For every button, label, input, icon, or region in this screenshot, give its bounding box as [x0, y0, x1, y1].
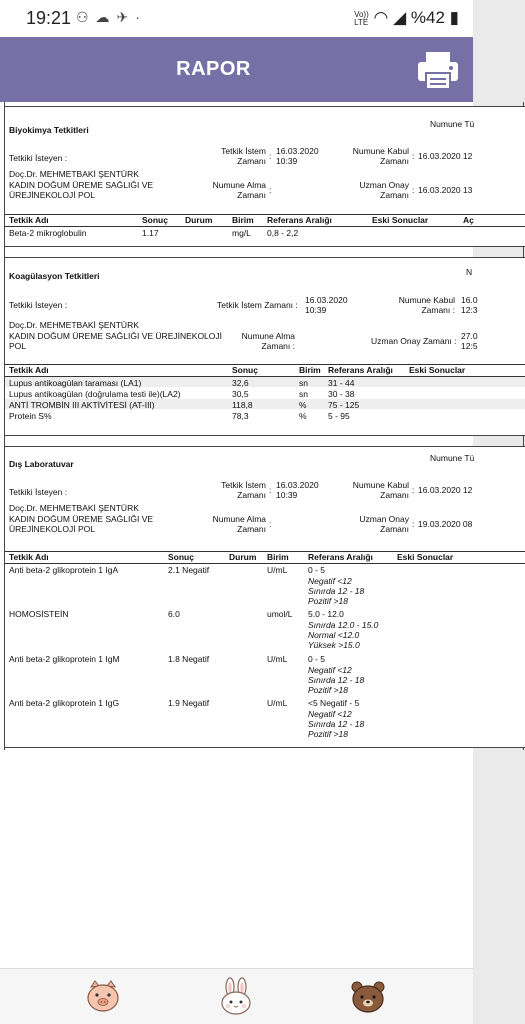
- colon: :: [412, 185, 415, 195]
- col-header-old: Eski Sonuclar: [397, 552, 454, 562]
- col-header-result: Sonuç: [168, 552, 194, 562]
- colon: :: [269, 185, 272, 195]
- printer-icon[interactable]: [416, 49, 460, 91]
- numune-kabul-label: Numune Kabul: [398, 295, 455, 305]
- ref-note: Sınırda 12 - 18: [308, 586, 365, 596]
- uzman-onay-value: 19.03.2020 08: [418, 519, 473, 529]
- ref-note: Negatif <12: [308, 665, 352, 675]
- notification-icons: ⚇☁✈·: [76, 9, 147, 25]
- table-row-unit: %: [299, 411, 307, 421]
- table-row-unit: U/mL: [267, 654, 288, 664]
- tetkik-istem-time: 10:39: [276, 490, 298, 500]
- numune-kabul-label: Numune Kabul: [352, 146, 409, 156]
- row-ref: 0,8 - 2,2: [267, 228, 299, 238]
- col-header-result: Sonuç: [232, 365, 258, 375]
- ref-note: Pozitif >18: [308, 685, 348, 695]
- table-row-result: 1.8 Negatif: [168, 654, 210, 664]
- uzman-onay-label-2: Zamanı: [380, 190, 409, 200]
- uzman-onay-label: Uzman Onay: [359, 514, 409, 524]
- biyokimya-card: [5, 106, 525, 247]
- doctor-name: Doç.Dr. MEHMETBAKİ ŞENTÜRK: [9, 169, 139, 179]
- numune-alma-label: Numune Alma: [212, 180, 266, 190]
- colon: :: [412, 519, 415, 529]
- uzman-onay-value-2: 12:5: [461, 341, 478, 351]
- uzman-onay-label-2: Zamanı: [380, 524, 409, 534]
- section-title: Dış Laboratuvar: [9, 459, 74, 469]
- table-row-result: 32,6: [232, 378, 249, 388]
- uzman-onay-value: 27.0: [461, 331, 478, 341]
- col-header-unit: Birim: [232, 215, 254, 225]
- table-row-ref: 75 - 125: [328, 400, 360, 410]
- table-row-unit: U/mL: [267, 565, 288, 575]
- table-row-name: Anti beta-2 glikoprotein 1 IgG: [9, 698, 120, 708]
- col-header-ref: Referans Aralığı: [308, 552, 373, 562]
- numune-kabul-value: 16.03.2020 12: [418, 151, 473, 161]
- table-row-name: Protein S%: [9, 411, 52, 421]
- ref-note: Yüksek >15.0: [308, 640, 360, 650]
- ref-note: Sınırda 12 - 18: [308, 719, 365, 729]
- tetkik-istem-label: Tetkik İstem: [221, 480, 266, 490]
- table-row-result: 1.9 Negatif: [168, 698, 210, 708]
- tetkik-istem-date: 16.03.2020: [276, 146, 319, 156]
- colon: :: [269, 485, 272, 495]
- numune-alma-label: Numune Alma: [241, 331, 295, 341]
- status-time: 19:21: [26, 8, 72, 28]
- col-header-status: Durum: [185, 215, 213, 225]
- dis-laboratuvar-card: [5, 446, 525, 748]
- isteyen-label: Tetkiki İsteyen :: [9, 487, 68, 497]
- table-row-unit: %: [299, 400, 307, 410]
- signal-icon: ◢: [393, 8, 407, 27]
- tetkik-istem-time: 10:39: [276, 156, 298, 166]
- tetkik-istem-label: Tetkik İstem Zamanı :: [217, 300, 298, 310]
- table-row-result: 118,8: [232, 400, 253, 410]
- department-line-2: ÜREJİNEKOLOJİ POL: [9, 524, 95, 534]
- col-header-name: Tetkik Adı: [9, 552, 49, 562]
- col-header-result: Sonuç: [142, 215, 168, 225]
- bear-face-icon[interactable]: [349, 978, 387, 1016]
- table-row-ref: 5 - 95: [328, 411, 350, 421]
- numune-tur-label: Numune Tü: [430, 453, 475, 463]
- numune-alma-label-2: Zamanı :: [261, 341, 295, 351]
- table-row-unit: U/mL: [267, 698, 288, 708]
- tetkik-istem-label: Tetkik İstem: [221, 146, 266, 156]
- col-header-ref: Referans Aralığı: [328, 365, 393, 375]
- section-title: Biyokimya Tetkitleri: [9, 125, 89, 135]
- row-unit: mg/L: [232, 228, 251, 238]
- col-header-name: Tetkik Adı: [9, 365, 49, 375]
- battery-level: %42: [410, 8, 445, 27]
- numune-kabul-value-2: 12:3: [461, 305, 478, 315]
- table-row-unit: umol/L: [267, 609, 293, 619]
- table-row-result: 6.0: [168, 609, 180, 619]
- numune-tur-label: N: [466, 267, 473, 277]
- department-line-2: ÜREJİNEKOLOJİ POL: [9, 190, 95, 200]
- table-row-name: Lupus antikoagülan taraması (LA1): [9, 378, 142, 388]
- ref-note: Negatif <12: [308, 576, 352, 586]
- divider: [5, 563, 525, 564]
- col-header-extra: Aç: [463, 215, 474, 225]
- col-header-old: Eski Sonuclar: [372, 215, 429, 225]
- app-bar: [0, 37, 473, 102]
- numune-alma-label-2: Zamanı: [237, 190, 266, 200]
- doctor-name: Doç.Dr. MEHMETBAKİ ŞENTÜRK: [9, 320, 139, 330]
- bunny-face-icon[interactable]: [217, 978, 255, 1016]
- numune-alma-label: Numune Alma: [212, 514, 266, 524]
- department-line-1: KADIN DOĞUM ÜREME SAĞLIĞI VE: [9, 514, 154, 524]
- table-row-result: 2.1 Negatif: [168, 565, 210, 575]
- table-row-result: 30,5: [232, 389, 249, 399]
- col-header-unit: Birim: [299, 365, 321, 375]
- table-row-unit: sn: [299, 389, 308, 399]
- table-row-name: ANTİ TROMBİN III AKTİVİTESİ (AT-III): [9, 400, 155, 410]
- page-title: RAPOR: [176, 58, 251, 80]
- colon: :: [269, 519, 272, 529]
- ref-note: Negatif <12: [308, 709, 352, 719]
- numune-kabul-value: 16.03.2020 12: [418, 485, 473, 495]
- department-line-1: KADIN DOĞUM ÜREME SAĞLIĞI VE ÜREJİNEKOLOJİ: [9, 331, 223, 341]
- row-name: Beta-2 mikroglobulin: [9, 228, 87, 238]
- numune-kabul-label-2: Zamanı: [380, 156, 409, 166]
- row-result: 1.17: [142, 228, 159, 238]
- uzman-onay-value: 16.03.2020 13: [418, 185, 473, 195]
- col-header-old: Eski Sonuclar: [409, 365, 466, 375]
- numune-tur-label: Numune Tü: [430, 119, 475, 129]
- col-header-status: Durum: [229, 552, 257, 562]
- table-row-name: Lupus antikoagülan (doğrulama testi ile)(LA2): [9, 389, 181, 399]
- divider: [5, 214, 525, 215]
- tetkik-istem-label-2: Zamanı: [237, 156, 266, 166]
- bottom-nav: [0, 968, 473, 1024]
- numune-kabul-label-2: Zamanı :: [421, 305, 455, 315]
- pig-face-icon[interactable]: [84, 978, 122, 1016]
- section-title: Koagülasyon Tetkitleri: [9, 271, 100, 281]
- department-line-1: KADIN DOĞUM ÜREME SAĞLIĞI VE: [9, 180, 154, 190]
- department-line-2: POL: [9, 341, 27, 351]
- table-row-name: Anti beta-2 glikoprotein 1 IgM: [9, 654, 120, 664]
- lte-indicator: Vo)) LTE: [354, 9, 369, 27]
- status-right: [354, 8, 459, 28]
- table-row-unit: sn: [299, 378, 308, 388]
- tetkik-istem-time: 10:39: [305, 305, 327, 315]
- doctor-name: Doç.Dr. MEHMETBAKİ ŞENTÜRK: [9, 503, 139, 513]
- ref-note: Pozitif >18: [308, 729, 348, 739]
- report-content[interactable]: [0, 102, 478, 968]
- ref-note: Sınırda 12.0 - 15.0: [308, 620, 379, 630]
- battery-icon: ▮: [449, 8, 459, 27]
- numune-alma-label-2: Zamanı: [237, 524, 266, 534]
- wifi-icon: ◠: [373, 8, 389, 27]
- report-paper: [4, 102, 524, 750]
- tetkik-istem-date: 16.03.2020: [305, 295, 348, 305]
- ref-note: Pozitif >18: [308, 596, 348, 606]
- colon: :: [412, 151, 415, 161]
- col-header-ref: Referans Aralığı: [267, 215, 332, 225]
- ref-note: Normal <12.0: [308, 630, 360, 640]
- table-row-name: Anti beta-2 glikoprotein 1 IgA: [9, 565, 119, 575]
- table-row-ref: <5 Negatif - 5: [308, 698, 360, 708]
- koagulasyon-card: [5, 257, 525, 436]
- divider: [5, 226, 525, 227]
- numune-kabul-value: 16.0: [461, 295, 478, 305]
- table-row-ref: 31 - 44: [328, 378, 355, 388]
- numune-kabul-label: Numune Kabul: [352, 480, 409, 490]
- status-bar: [0, 0, 473, 37]
- colon: :: [269, 151, 272, 161]
- table-row-ref: 5.0 - 12.0: [308, 609, 344, 619]
- table-row-ref: 30 - 38: [328, 389, 355, 399]
- isteyen-label: Tetkiki İsteyen :: [9, 153, 68, 163]
- col-header-name: Tetkik Adı: [9, 215, 49, 225]
- col-header-unit: Birim: [267, 552, 289, 562]
- table-row-result: 78,3: [232, 411, 249, 421]
- table-row-ref: 0 - 5: [308, 654, 326, 664]
- uzman-onay-label: Uzman Onay Zamanı :: [371, 336, 457, 346]
- numune-kabul-label-2: Zamanı: [380, 490, 409, 500]
- table-row-name: HOMOSİSTEİN: [9, 609, 69, 619]
- isteyen-label: Tetkiki İsteyen :: [9, 300, 68, 310]
- tetkik-istem-date: 16.03.2020: [276, 480, 319, 490]
- ref-note: Sınırda 12 - 18: [308, 675, 365, 685]
- tetkik-istem-label-2: Zamanı: [237, 490, 266, 500]
- colon: :: [412, 485, 415, 495]
- table-row-ref: 0 - 5: [308, 565, 326, 575]
- uzman-onay-label: Uzman Onay: [359, 180, 409, 190]
